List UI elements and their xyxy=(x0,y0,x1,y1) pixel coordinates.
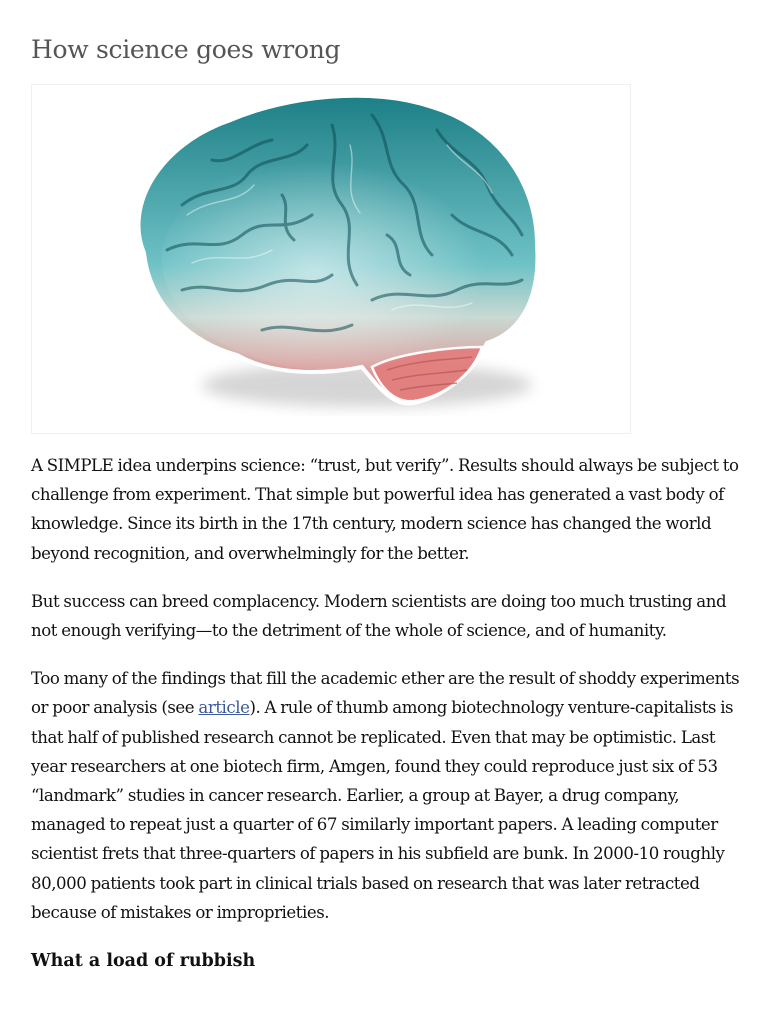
paragraph-2: But success can breed complacency. Modern scientists are doing too much trusting and not enough verifying—to the detriment of the whole of science, and of humanity. xyxy=(31,591,727,641)
brain-illustration xyxy=(32,85,630,433)
paragraph-3-text-after: ). A rule of thumb among biotechnology venture-capitalists is that half of published research cannot be replicated. Even that may be optimistic. Last year researchers at one biotech firm, Amgen, found they could reproduce just six of 53 “landmark” studies in cancer research. Earlier, a group at Bayer, a drug company, managed to repeat just a quarter of 67 similarly important papers. A leading computer scientist frets that three-quarters of papers in his subfield are bunk. In 2000-10 roughly 80,000 patients took part in clinical trials based on research that was later retracted because of mistakes or improprieties. xyxy=(31,698,734,922)
paragraph-3 xyxy=(31,664,741,927)
paragraph-3-text-before: Too many of the findings that fill the academic ether are the result of shoddy experiments or poor analysis (see xyxy=(31,669,740,718)
article-title: How science goes wrong xyxy=(31,35,341,64)
section-subheading: What a load of rubbish xyxy=(31,951,256,972)
paragraph-1: A SIMPLE idea underpins science: “trust, but verify”. Results should always be subject to challenge from experiment. That simple but powerful idea has generated a vast body of knowledge. Since its birth in the 17th century, modern science has changed the world beyond recognition, and overwhelmingly for the better. xyxy=(31,456,739,563)
article-link[interactable]: article xyxy=(198,698,250,718)
article-image xyxy=(31,84,631,434)
article-body xyxy=(31,451,741,976)
article xyxy=(31,0,741,976)
